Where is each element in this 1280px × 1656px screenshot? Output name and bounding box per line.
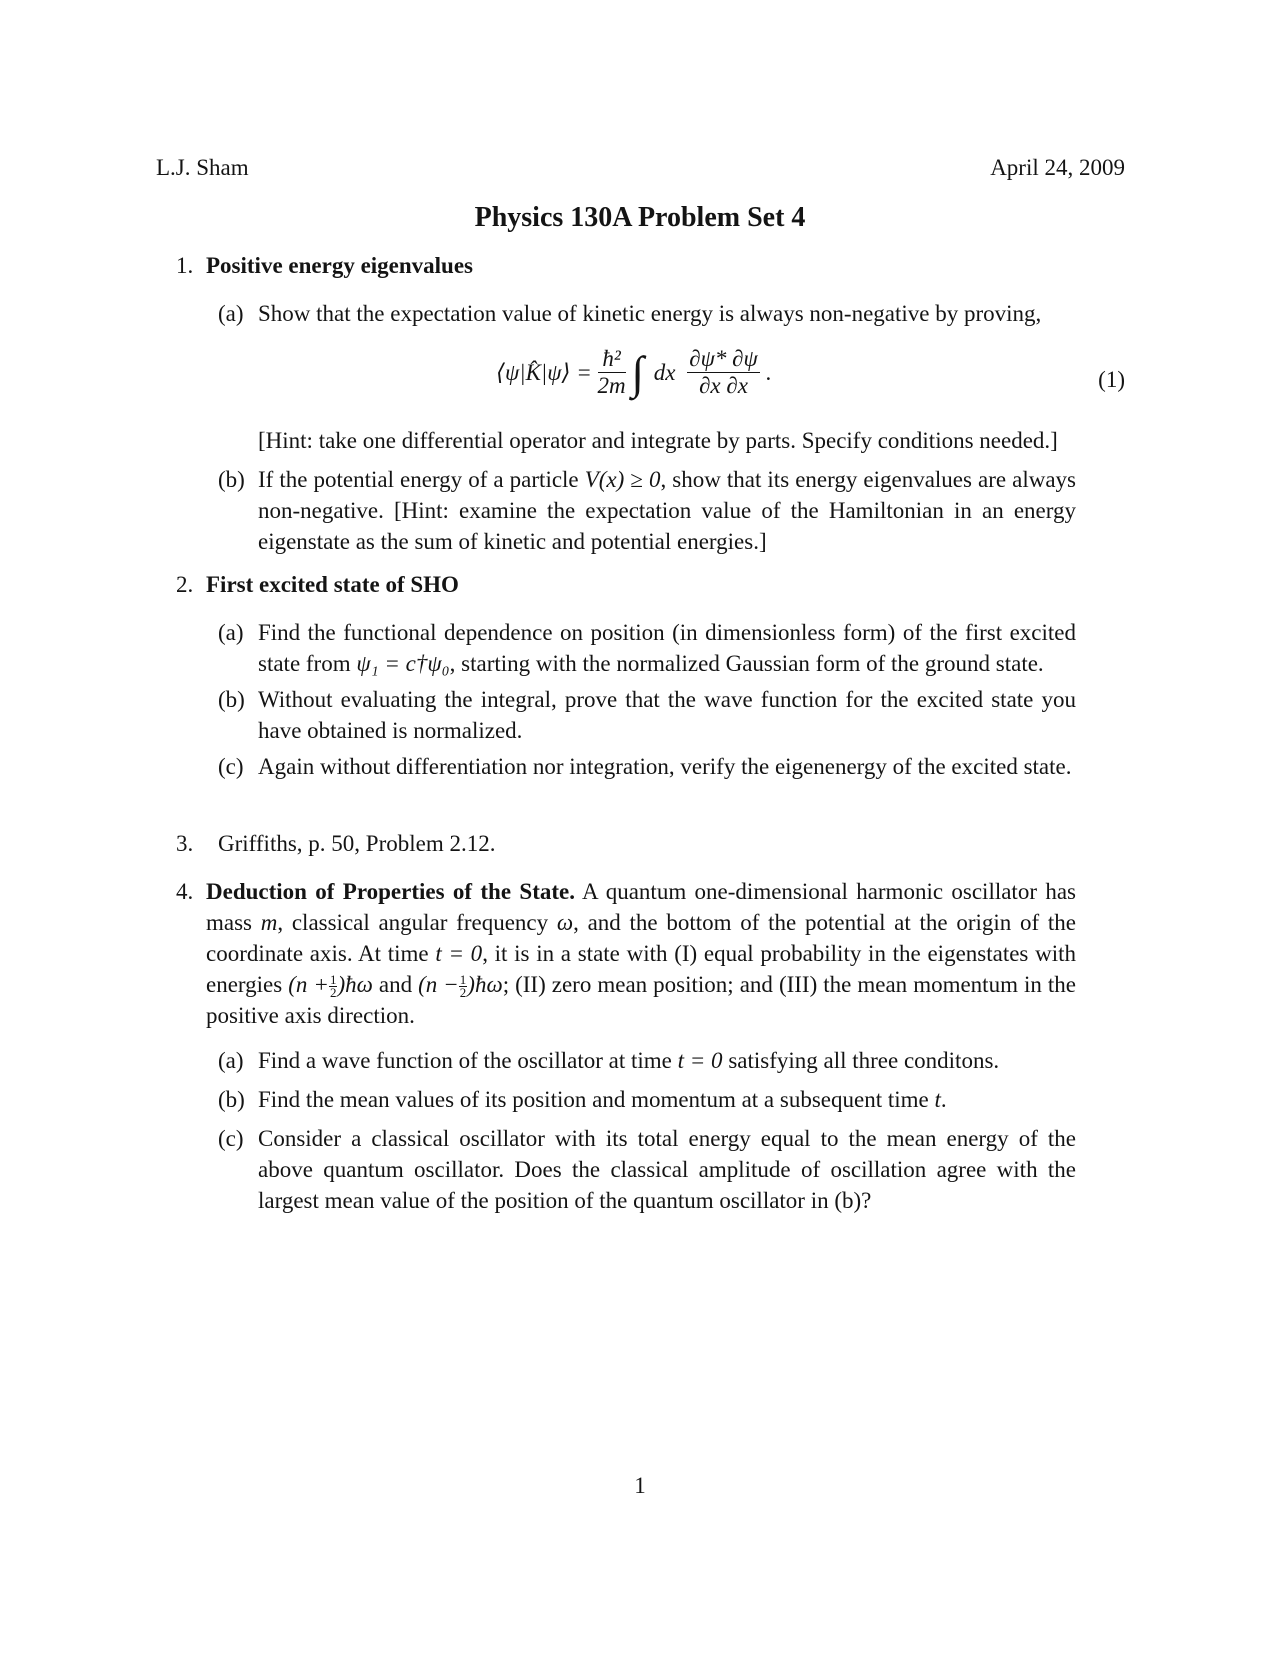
equation-lhs: ⟨ψ|K̂|ψ⟩ = [496,360,592,385]
part-text: Consider a classical oscillator with its total energy equal to the mean energy of the above quantum oscillator. Does the classical amplitude of oscillation agree with the largest mean value of the position of the quantum oscillator in (b)? [258,1126,1076,1213]
integral-sign: ∫ [631,347,645,398]
equation-period: . [765,360,772,385]
fraction-denominator: 2m [597,373,626,398]
problem-heading: Deduction of Properties of the State. [206,879,575,904]
equation-number: (1) [1098,367,1125,392]
problem-number: 4. [176,879,194,904]
fraction-numerator: ∂ψ* ∂ψ [689,346,758,371]
part-text: Show that the expectation value of kinetic energy is always non-negative by proving, [258,301,1042,326]
part-label: (a) [218,301,244,326]
part-label: (a) [218,1048,244,1073]
problem-text: Griffiths, p. 50, Problem 2.12. [218,831,496,856]
dx: dx [653,360,676,385]
problem-number: 3. [176,831,194,856]
fraction-numerator: ħ² [598,346,626,373]
problem-heading: First excited state of SHO [206,572,459,597]
part-label: (b) [218,1087,245,1112]
part-label: (b) [218,687,245,712]
problem-number: 2. [176,572,194,597]
problem-intro: Deduction of Properties of the State. A quantum one-dimensional harmonic oscillator has mass m, classical angular frequency ω, and the bottom of the potential at the origin of the coordinate axis. At time t = 0, it is in a state with (I) equal probability in the eigenstates with energies (n + $\frac{1}{2}$ )ħω and (n − $\frac{1}{2}$ )ħω; (II) zero mean position; and (III) the mean momentum in the positive axis direction. [206,879,1077,1028]
part-text: If the potential energy of a particle V(x) ≥ 0, show that its energy eigenvalues are always non-negative. [Hint: examine the expectation value of the Hamiltonian in an energy eigenstate as the sum of kinetic and potential energies.] [258,467,1076,554]
equation-1 [496,346,771,399]
part-text: Without evaluating the integral, prove that the wave function for the excited state you have obtained is normalized. [258,687,1076,743]
part-label: (b) [218,467,245,492]
page-number: 1 [634,1473,646,1498]
part-label: (c) [218,754,244,779]
fraction-derivatives [687,346,760,399]
part-label: (c) [218,1126,244,1151]
page-title: Physics 130A Problem Set 4 [474,202,806,233]
fraction-denominator: ∂x ∂x [699,373,748,398]
part-label: (a) [218,620,244,645]
problem-heading: Positive energy eigenvalues [206,253,474,278]
problem-number: 1. [176,253,194,278]
fraction-hbar [598,346,626,399]
author-name: L.J. Sham [156,155,249,180]
document-date: April 24, 2009 [990,155,1125,180]
part-text: Again without differentiation nor integration, verify the eigenenergy of the excited state. [258,754,1072,779]
part-text: Find the mean values of its position and momentum at a subsequent time t. [258,1087,947,1112]
part-text: Find the functional dependence on position (in dimensionless form) of the first excited state from ψ₁ = c†ψ₀, starting with the normalized Gaussian form of the ground state. [258,620,1076,676]
hint-text: [Hint: take one differential operator and integrate by parts. Specify conditions needed.] [258,428,1058,453]
part-text: Find a wave function of the oscillator at time t = 0 satisfying all three conditons. [258,1048,1000,1073]
